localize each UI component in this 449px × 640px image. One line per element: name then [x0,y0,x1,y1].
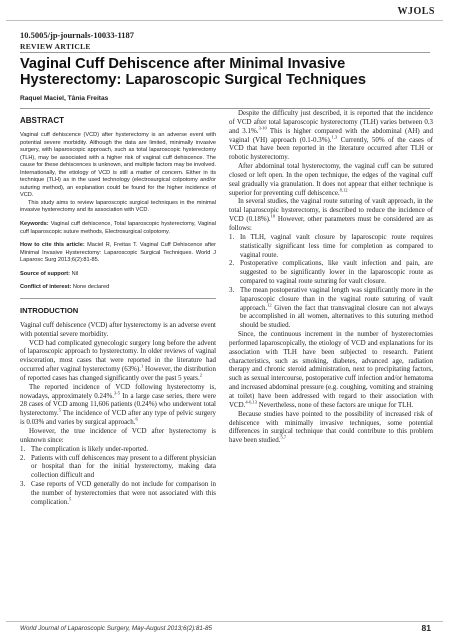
list-text: Postoperative complications, like vault infection and pain, are suggested to be significantly lower in the laparoscopic route as compared to vaginal route suturing for vault closure. [240,259,433,286]
introduction-heading: INTRODUCTION [20,305,79,315]
conflict-label: Conflict of interest: [20,284,72,291]
left-column [20,109,216,507]
citation [20,242,216,265]
body-paragraph [229,410,433,445]
citation-ref: 5,7 [280,434,287,440]
keywords-text: Vaginal cuff dehiscence, Total laparoscopic hysterectomy, Vaginal cuff laparoscopic suture methods, Electrosurgical colpotomy. [20,221,216,235]
article-title [20,56,430,88]
list-item [229,259,433,286]
intro-text: In a large case series, there were 28 cases of VCD among 11,606 patients (0.24%) who underwent total hysterectomy. [20,391,216,418]
citation-ref: 12 [267,302,272,308]
right-body [229,109,433,445]
title-line: Hysterectomy: Laparoscopic Surgical Techniques [20,72,367,88]
body-text: Despite the difficulty just described, it is reported that the incidence of VCD after total laparoscopic hysterectomy (TLH) varies between 0.3 and 3.1%. [229,109,433,135]
list-number: 1. [20,444,26,453]
abstract-paragraph: This study aims to review laparoscopic surgical techniques in the minimal invasive hysterectomy and its association with VCD. [20,199,216,214]
list-text: The complication is likely under-reported. [31,444,149,453]
citation-ref: 10 [270,213,276,219]
list-item [20,445,216,454]
title-line: Vaginal Cuff Dehiscence after Minimal Invasive [20,56,346,72]
list-number: 2. [229,259,235,268]
journal-short-name: WJOLS [397,6,435,17]
intro-paragraph [20,383,216,427]
support-label: Source of support: [20,270,71,277]
citation-text: Maciel R, Freitas T. Vaginal Cuff Dehiscence after Minimal Invasive Hysterectomy: Laparoscopic Surgical Techniques. World J Laparosc Surg 2013;6(2):81-85. [20,242,216,264]
list-text: Patients with cuff dehiscences may present to a different physician or hospital than for the initial hysterectomy, making data collection difficult and [31,453,216,480]
citation-label: How to cite this article: [20,242,85,249]
body-text: However, other parameters must be considered are as follows: [229,215,434,232]
body-text: Nevertheless, none of these factors are unique for TLH. [257,400,414,409]
list-text: Given the fact that transvaginal closure can not always be accomplished in all women, alternatives to this suturing method should be studied. [240,303,433,330]
body-paragraph [229,162,433,197]
footer-rule [6,621,443,622]
citation-ref: 3-10 [258,125,267,131]
body-text: This is higher compared with the abdominal (AH) and vaginal (VH) approach (0.1-0.3%). [229,126,433,144]
list-number: 3. [20,480,26,489]
page-number: 81 [421,623,431,633]
list-item [229,233,433,260]
abstract-rule [20,298,216,299]
conflict-of-interest [20,284,216,292]
intro-paragraph: Vaginal cuff dehiscence (VCD) after hysterectomy is an adverse event with potential severe morbidity. [20,320,216,338]
keywords-label: Keywords: [20,221,49,228]
citation-ref: 5 [68,496,72,502]
right-column [229,109,433,445]
list-text: Case reports of VCD generally do not include for comparison in the number of hysterectomies that were not associated with this complication. [31,480,216,506]
body-text: Since, the continuous increment in the number of hysterectomies performed laparoscopically, the etiology of VCD and explanations for its association with TLH have been subjected to research. Patient characteristics, such as smoking, diabetes, advanced age, radiation therapy and chronic steroid administration, next to precipitating factors, such as sexual intercourse, postoperative cuff infection and/or hematoma and increased abdominal pressure (e.g. coughing, vomiting and straining at toilet) have been addressed with regard to their association with VCD. [229,330,433,409]
citation-ref: 8,12 [339,187,348,193]
body-text: Because studies have pointed to the possibility of increased risk of dehiscence with minimally invasive techniques, some potential differences in surgical technique that could contribute to this problem have been studied. [229,409,433,445]
support-text: Nil [71,270,79,277]
parameters-list [229,233,433,330]
conflict-text: None declared [72,284,110,291]
list-number: 2. [20,453,26,462]
intro-text: The reported incidence of VCD following hysterectomy is, nowadays, approximately 0.24%. [20,382,216,400]
citation-ref: 1 [141,363,144,369]
citation-ref: 3-5 [113,390,120,396]
list-item [229,286,433,330]
body-paragraph [229,109,433,162]
citation-ref: 5 [58,407,61,413]
list-text: In TLH, vaginal vault closure by laparoscopic route requires statistically significant less time for completion as compared to vaginal route. [240,232,433,259]
citation-ref: 1,3 [331,134,338,140]
header-rule [6,20,443,21]
body-text: In several studies, the vaginal route suturing of vault approach, in the total laparoscopic hysterectomy, is described to reduce the incidence of VCD (0.18%). [229,197,433,224]
list-number: 1. [229,232,235,241]
body-paragraph [229,197,433,232]
doi: 10.5005/jp-journals-10033-1187 [20,30,135,40]
list-item [20,454,216,481]
list-number: 3. [229,285,235,294]
page-header [0,0,449,26]
intro-text: The incidence of VCD after any type of pelvic surgery is 0.03% and varies by surgical approach. [20,409,216,427]
intro-list [20,445,216,507]
authors: Raquel Maciel, Tânia Freitas [20,95,109,102]
list-text: The mean postoperative vaginal length was significantly more in the laparoscopic closure than in the vaginal route suturing of vault approach. [240,285,433,312]
citation-ref: 4-6,13 [245,399,258,405]
body-paragraph [229,330,433,410]
list-item [20,480,216,507]
intro-paragraph: However, the true incidence of VCD after hysterectomy is unknown since: [20,426,216,444]
intro-text: However, the distribution of reported cases has changed significantly over the past 5 years. [20,365,216,382]
keywords [20,221,216,236]
body-text: Currently, 50% of the cases of VCD that have been reported in the literature occurred after TLH or robotic hysterectomy. [229,135,433,162]
abstract-paragraph: Vaginal cuff dehiscence (VCD) after hysterectomy is an adverse event with potential severe morbidity. Although the data are limited, minimally invasive surgery, with laparoscopic approach, such as total laparoscopic hysterectomy (TLH), may be associated with a higher risk of vaginal cuff dehiscence. The cause for these dehiscences is unknown, and multiple factors may be involved. Internationally, the etiology of VCD is still a matter of concern. Either in its technique (TLH) as in the used technology (electrosurgical colpotomy and/or suturing method), an explanation could be found for the higher incidence of VCD. [20,132,216,199]
intro-paragraph [20,339,216,383]
abstract-heading: ABSTRACT [20,116,64,125]
section-label: REVIEW ARTICLE [20,42,91,51]
citation-ref: 6 [135,416,138,422]
intro-text: VCD had complicated gynecologic surgery long before the advent of laparoscopic approach to hysterectomy. In older reviews of vaginal evisceration, most cases that were reported in the literature had occurred after vaginal hysterectomy (63%). [20,338,216,374]
introduction-body [20,321,216,507]
citation-ref: 2 [199,372,202,378]
footer-journal-ref: World Journal of Laparoscopic Surgery, May-August 2013;6(2):81-85 [20,625,213,632]
body-text: After abdominal total hysterectomy, the vaginal cuff can be sutured closed or left open. In the open technique, the edges of the vaginal cuff seal gradually via granulation. It does not appear that either technique is superior for preventing cuff dehiscence. [229,162,433,197]
source-of-support [20,271,216,279]
abstract-body [20,132,216,292]
section-rule [20,52,430,53]
